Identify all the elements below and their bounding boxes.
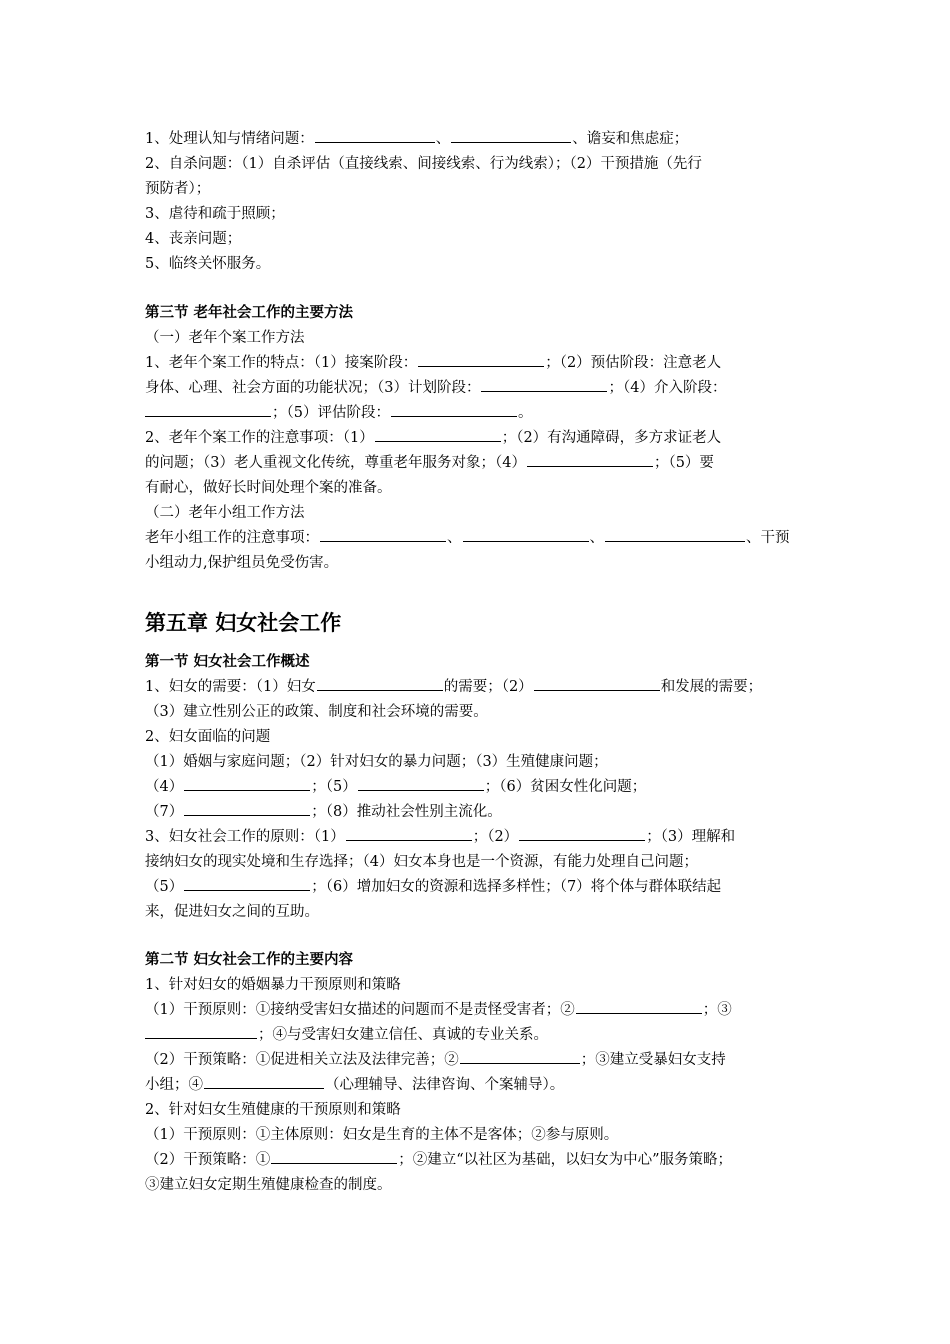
text: 2、老年个案工作的注意事项：（1） bbox=[145, 430, 374, 446]
text: ；③建立受暴妇女支持 bbox=[580, 1052, 726, 1068]
fill-blank[interactable] bbox=[481, 376, 607, 392]
line: （3）建立性别公正的政策、制度和社会环境的需要。 bbox=[145, 704, 488, 720]
line bbox=[145, 426, 815, 451]
line bbox=[145, 1023, 815, 1048]
fill-blank[interactable] bbox=[204, 1073, 324, 1089]
line: 有耐心，做好长时间处理个案的准备。 bbox=[145, 480, 392, 496]
text: 1、老年个案工作的特点：（1）接案阶段： bbox=[145, 355, 418, 371]
text: ；（5）评估阶段： bbox=[272, 405, 390, 421]
text: ；（2） bbox=[472, 829, 519, 845]
text: 身体、心理、社会方面的功能状况；（3）计划阶段： bbox=[145, 380, 481, 396]
text: （心理辅导、法律咨询、个案辅导）。 bbox=[325, 1077, 565, 1093]
fill-blank[interactable] bbox=[145, 1023, 257, 1039]
text: ；（2）预估阶段：注意老人 bbox=[545, 355, 722, 371]
cognition-section bbox=[145, 127, 815, 277]
line bbox=[145, 1073, 815, 1098]
fill-blank[interactable] bbox=[184, 875, 310, 891]
line: 小组动力,保护组员免受伤害。 bbox=[145, 555, 339, 571]
line bbox=[145, 675, 815, 700]
fill-blank[interactable] bbox=[534, 675, 660, 691]
text: 1、妇女的需要：（1）妇女 bbox=[145, 679, 316, 695]
chapter-5-section-2 bbox=[145, 948, 815, 1198]
text: 的问题；（3）老人重视文化传统，尊重老年服务对象；（4） bbox=[145, 455, 526, 471]
fill-blank[interactable] bbox=[576, 998, 702, 1014]
text: ；（5）要 bbox=[653, 455, 714, 471]
text: 和发展的需要； bbox=[660, 679, 763, 695]
line: 2、妇女面临的问题 bbox=[145, 729, 271, 745]
text: 1、处理认知与情绪问题： bbox=[145, 131, 314, 147]
line: 5、临终关怀服务。 bbox=[145, 256, 271, 272]
line bbox=[145, 1048, 815, 1073]
text: ；（2）有沟通障碍，多方求证老人 bbox=[501, 430, 722, 446]
fill-blank[interactable] bbox=[527, 451, 653, 467]
line: 4、丧亲问题； bbox=[145, 231, 242, 247]
text: ；②建立“以社区为基础，以妇女为中心”服务策略； bbox=[398, 1152, 733, 1168]
text: ；（6）贫困女性化问题； bbox=[484, 779, 647, 795]
subsection-title: （一）老年个案工作方法 bbox=[145, 330, 305, 346]
text: 老年小组工作的注意事项： bbox=[145, 530, 319, 546]
line bbox=[145, 401, 815, 426]
line: 来，促进妇女之间的互助。 bbox=[145, 904, 319, 920]
text: 。 bbox=[517, 405, 533, 421]
fill-blank[interactable] bbox=[346, 825, 472, 841]
fill-blank[interactable] bbox=[605, 526, 745, 542]
line bbox=[145, 775, 815, 800]
text: （1）干预原则：①接纳受害妇女描述的问题而不是责怪受害者；② bbox=[145, 1002, 575, 1018]
line: （1）婚姻与家庭问题；（2）针对妇女的暴力问题；（3）生殖健康问题； bbox=[145, 754, 608, 770]
text: （7） bbox=[145, 804, 184, 820]
line: 3、虐待和疏于照顾； bbox=[145, 206, 285, 222]
subsection-title: （二）老年小组工作方法 bbox=[145, 505, 305, 521]
text: ；（4）介入阶段： bbox=[608, 380, 727, 396]
fill-blank[interactable] bbox=[451, 127, 571, 143]
line bbox=[145, 526, 815, 551]
text: 小组；④ bbox=[145, 1077, 203, 1093]
text: ；③ bbox=[702, 1002, 732, 1018]
text: ；（8）推动社会性别主流化。 bbox=[311, 804, 502, 820]
line bbox=[145, 800, 815, 825]
line: 2、自杀问题：（1）自杀评估（直接线索、间接线索、行为线索）；（2）干预措施（先行 bbox=[145, 156, 702, 172]
fill-blank[interactable] bbox=[184, 775, 310, 791]
fill-blank[interactable] bbox=[418, 351, 544, 367]
chapter-5 bbox=[145, 608, 815, 638]
text: ；④与受害妇女建立信任、真诚的专业关系。 bbox=[258, 1027, 548, 1043]
text: （4） bbox=[145, 779, 184, 795]
line bbox=[145, 376, 815, 401]
line bbox=[145, 998, 815, 1023]
text: ；（5） bbox=[311, 779, 357, 795]
line bbox=[145, 875, 815, 900]
text: 、谵妄和焦虑症； bbox=[572, 131, 689, 147]
line: （1）干预原则：①主体原则：妇女是生育的主体不是客体；②参与原则。 bbox=[145, 1127, 619, 1143]
text: ；（3）理解和 bbox=[646, 829, 736, 845]
section-title: 第一节 妇女社会工作概述 bbox=[145, 654, 310, 670]
chapter-title: 第五章 妇女社会工作 bbox=[145, 611, 342, 635]
fill-blank[interactable] bbox=[320, 526, 446, 542]
text: 的需要；（2） bbox=[443, 679, 533, 695]
section-title: 第二节 妇女社会工作的主要内容 bbox=[145, 952, 354, 968]
section-title: 第三节 老年社会工作的主要方法 bbox=[145, 305, 354, 321]
text: 、 bbox=[435, 131, 451, 147]
section-3 bbox=[145, 301, 815, 576]
fill-blank[interactable] bbox=[519, 825, 645, 841]
line: 1、针对妇女的婚姻暴力干预原则和策略 bbox=[145, 977, 401, 993]
fill-blank[interactable] bbox=[391, 401, 517, 417]
line bbox=[145, 127, 815, 152]
fill-blank[interactable] bbox=[315, 127, 435, 143]
fill-blank[interactable] bbox=[317, 675, 443, 691]
line bbox=[145, 1148, 815, 1173]
fill-blank[interactable] bbox=[375, 426, 501, 442]
text: 、干预 bbox=[746, 530, 790, 546]
line bbox=[145, 825, 815, 850]
text: ；（6）增加妇女的资源和选择多样性；（7）将个体与群体联结起 bbox=[311, 879, 722, 895]
text: （5） bbox=[145, 879, 184, 895]
fill-blank[interactable] bbox=[145, 401, 271, 417]
line bbox=[145, 351, 815, 376]
text: （2）干预策略：①促进相关立法及法律完善；② bbox=[145, 1052, 459, 1068]
line: 2、针对妇女生殖健康的干预原则和策略 bbox=[145, 1102, 401, 1118]
line: 接纳妇女的现实处境和生存选择；（4）妇女本身也是一个资源，有能力处理自己问题； bbox=[145, 854, 698, 870]
text: （2）干预策略：① bbox=[145, 1152, 271, 1168]
line: 预防者）； bbox=[145, 181, 211, 197]
fill-blank[interactable] bbox=[271, 1148, 397, 1164]
line: ③建立妇女定期生殖健康检查的制度。 bbox=[145, 1177, 392, 1193]
text: 3、妇女社会工作的原则：（1） bbox=[145, 829, 345, 845]
fill-blank[interactable] bbox=[358, 775, 484, 791]
line bbox=[145, 451, 815, 476]
text: 、 bbox=[447, 530, 462, 546]
fill-blank[interactable] bbox=[463, 526, 589, 542]
fill-blank[interactable] bbox=[460, 1048, 580, 1064]
fill-blank[interactable] bbox=[184, 800, 310, 816]
chapter-5-section-1 bbox=[145, 650, 815, 925]
text: 、 bbox=[589, 530, 604, 546]
